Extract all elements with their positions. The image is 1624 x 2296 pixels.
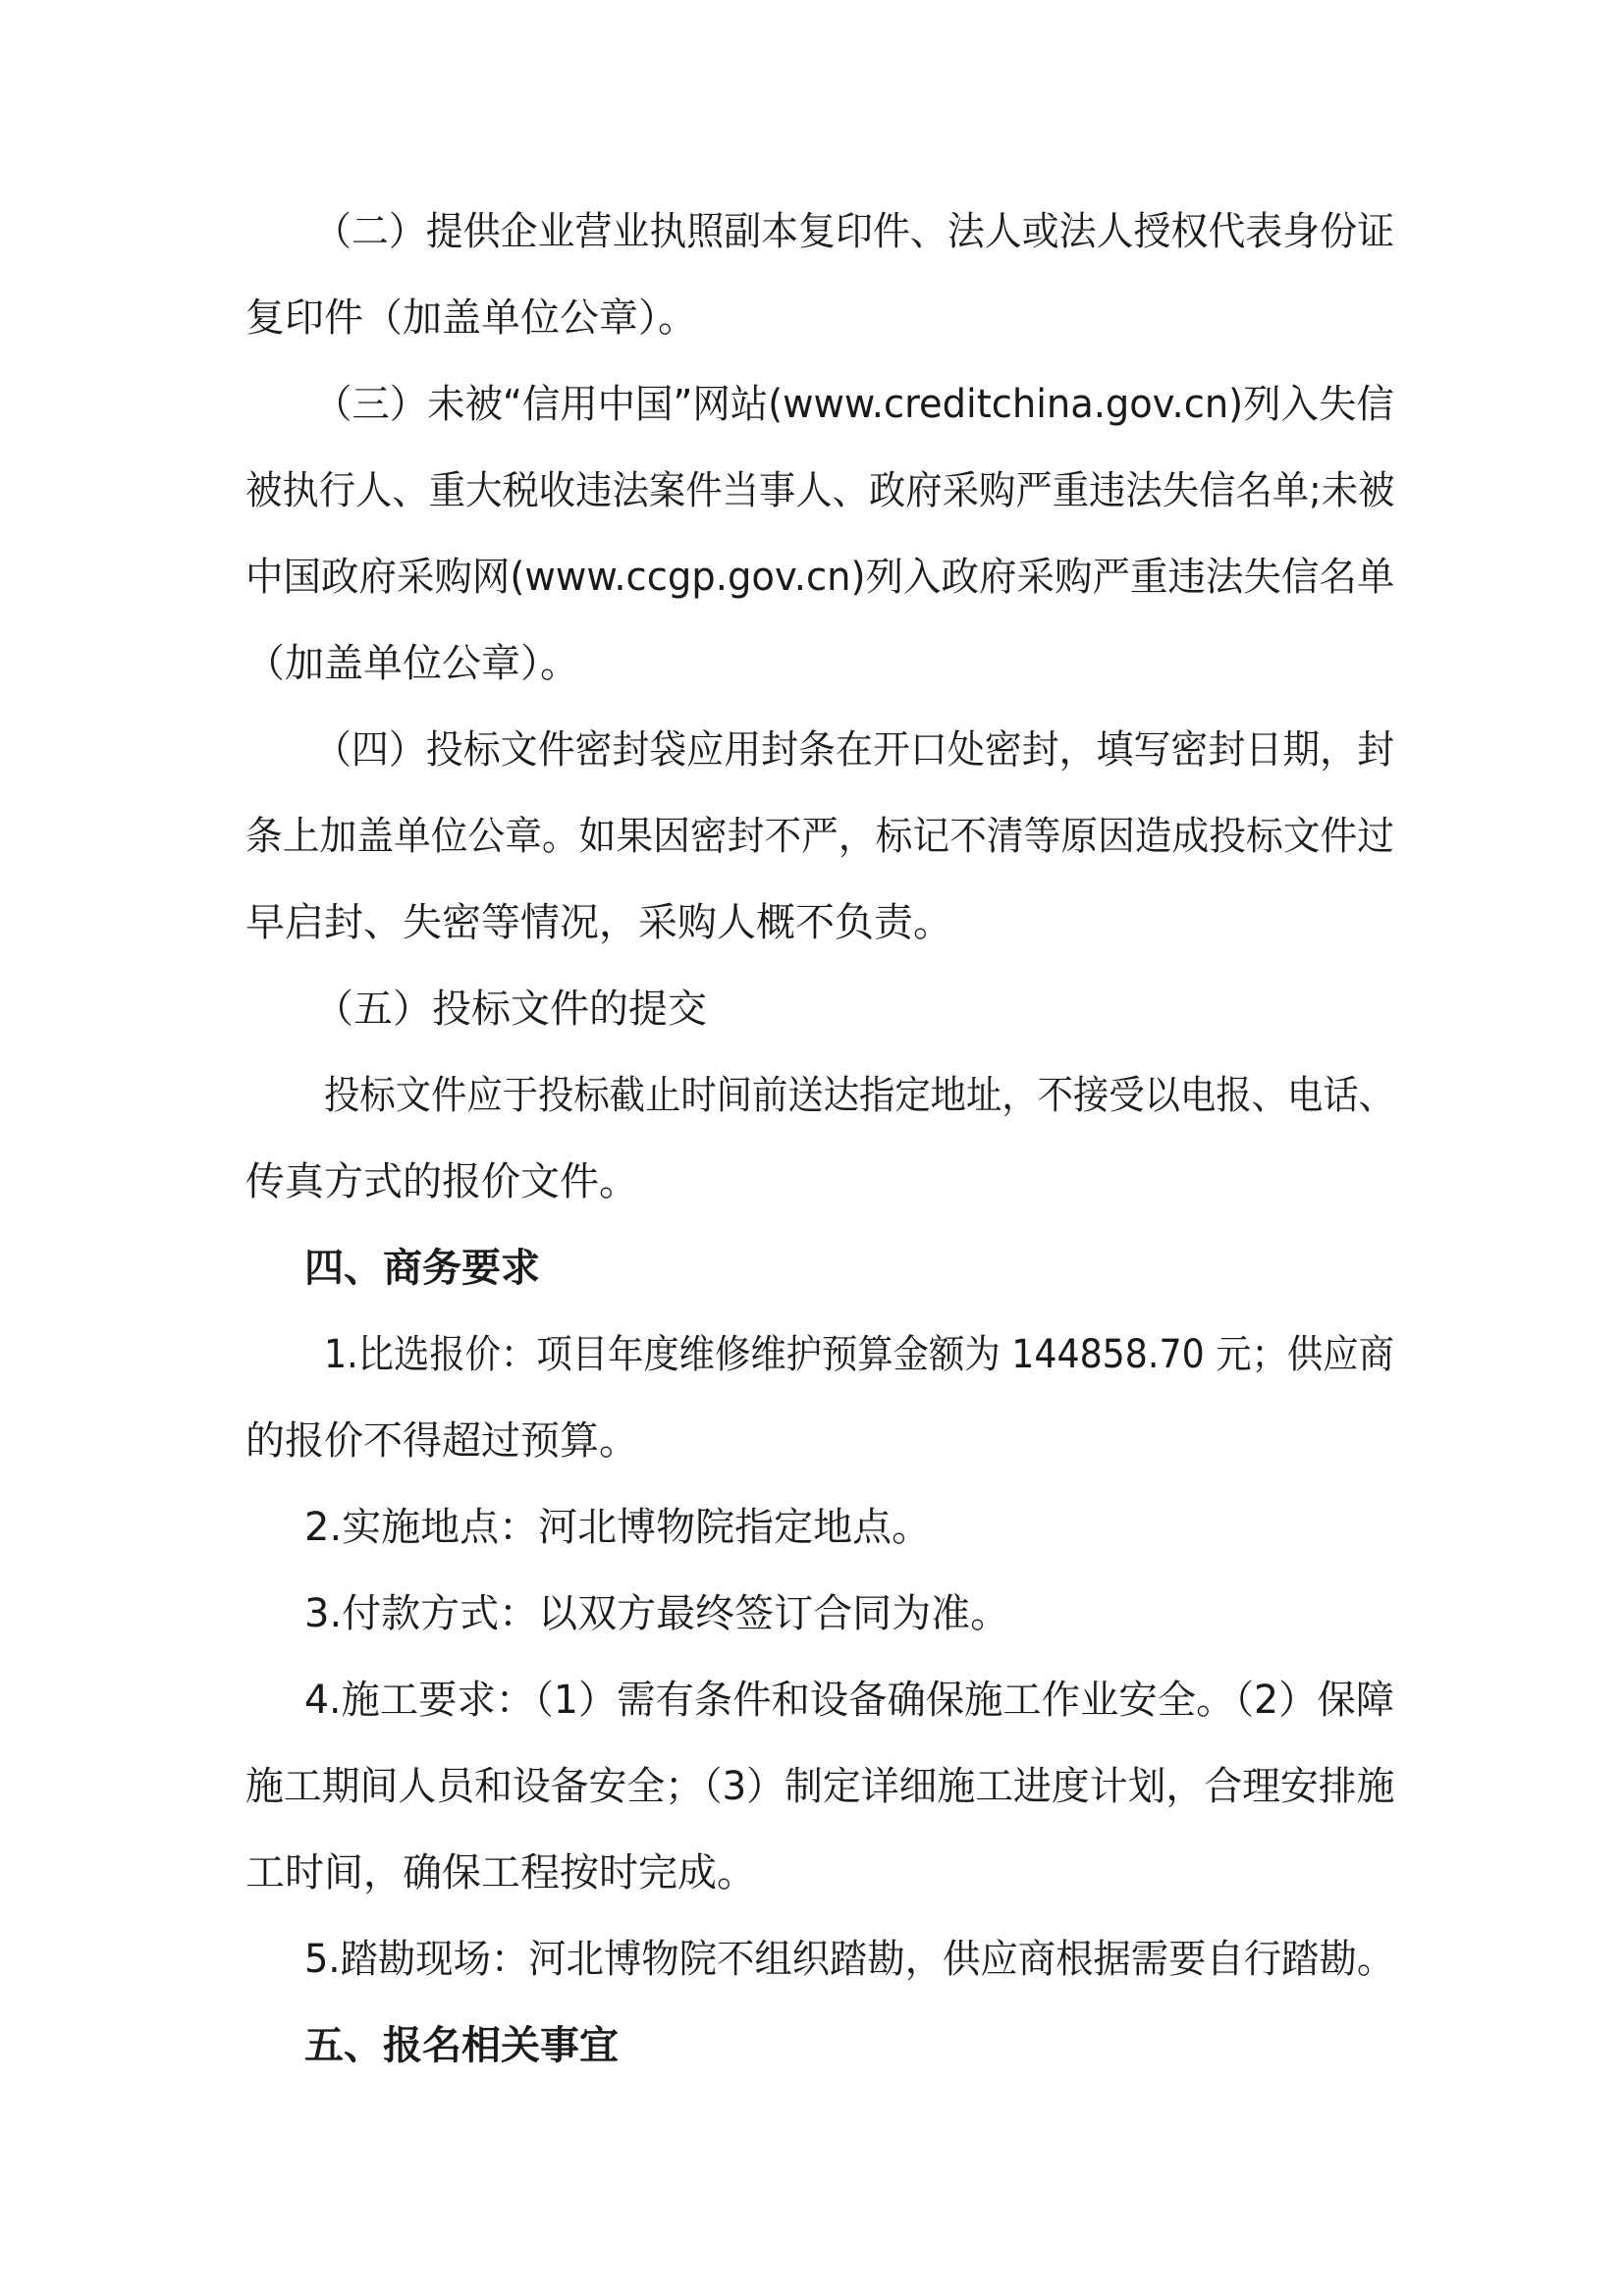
- text-line: 的报价不得超过预算。: [245, 1418, 638, 1464]
- text-line: （五）投标文件的提交: [314, 987, 707, 1032]
- text-line: 4.施工要求：（1）需有条件和设备确保施工作业安全。（2）保障: [304, 1678, 1395, 1723]
- text-line: 投标文件应于投标截止时间前送达指定地址，不接受以电报、电话、: [324, 1073, 1394, 1118]
- text-line: （三）未被“信用中国”网站(www.creditchina.gov.cn)列入失信: [314, 382, 1394, 427]
- text-line: （四）投标文件密封袋应用封条在开口处密封，填写密封日期，封: [314, 727, 1394, 773]
- section-heading: 五、报名相关事宜: [304, 2023, 619, 2068]
- text-line: （二）提供企业营业执照副本复印件、法人或法人授权代表身份证: [314, 209, 1394, 254]
- text-line: 被执行人、重大税收违法案件当事人、政府采购严重违法失信名单;未被: [245, 468, 1395, 513]
- text-line: 中国政府采购网(www.ccgp.gov.cn)列入政府采购严重违法失信名单: [245, 555, 1395, 600]
- text-line: 施工期间人员和设备安全；（3）制定详细施工进度计划，合理安排施: [245, 1764, 1395, 1809]
- text-line: 1.比选报价：项目年度维修维护预算金额为 144858.70 元；供应商: [324, 1332, 1394, 1377]
- text-line: 传真方式的报价文件。: [245, 1159, 638, 1204]
- text-line: 5.踏勘现场：河北博物院不组织踏勘，供应商根据需要自行踏勘。: [304, 1937, 1395, 1982]
- text-line: 3.付款方式：以双方最终签订合同为准。: [304, 1591, 1010, 1636]
- section-heading: 四、商务要求: [304, 1246, 540, 1291]
- text-line: 早启封、失密等情况，采购人概不负责。: [245, 900, 952, 945]
- text-line: （加盖单位公章）。: [245, 641, 579, 686]
- text-line: 复印件（加盖单位公章）。: [245, 295, 697, 341]
- text-line: 2.实施地点：河北博物院指定地点。: [304, 1505, 932, 1550]
- text-line: 工时间，确保工程按时完成。: [245, 1850, 756, 1896]
- text-line: 条上加盖单位公章。如果因密封不严，标记不清等原因造成投标文件过: [245, 814, 1394, 859]
